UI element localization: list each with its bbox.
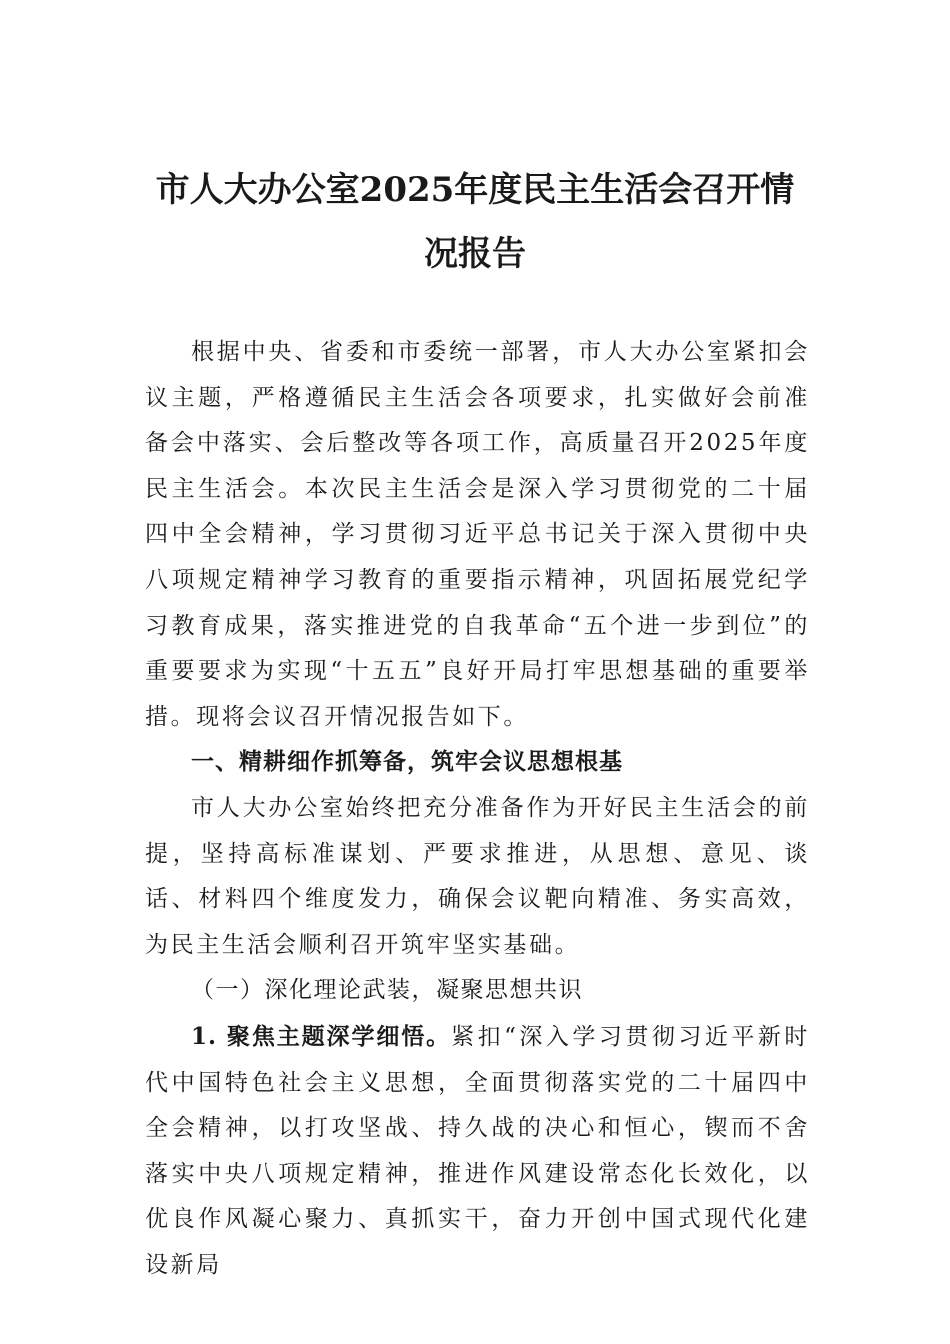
document-body: [145, 330, 810, 1288]
item-1-text: 紧扣“深入学习贯彻习近平新时代中国特色社会主义思想，全面贯彻落实党的二十届四中全会精神，以打攻坚战、持久战的决心和恒心，锲而不舍落实中央八项规定精神，推进作风建设常态化长效化，以优良作风凝心聚力、真抓实干，奋力开创中国式现代化建设新局: [145, 1023, 810, 1278]
document-title: [140, 158, 810, 286]
item-1-lead: 1. 聚焦主题深学细悟。: [191, 1022, 452, 1050]
title-line-2: 况报告: [424, 234, 526, 274]
section-heading-1: 一、精耕细作抓筹备，筑牢会议思想根基: [191, 749, 623, 776]
section-1-paragraph: 市人大办公室始终把充分准备作为开好民主生活会的前提，坚持高标准谋划、严要求推进，从思想、意见、谈话、材料四个维度发力，确保会议靶向精准、务实高效，为民主生活会顺利召开筑牢坚实基础。: [145, 794, 810, 958]
subsection-heading-1: （一）深化理论武装，凝聚思想共识: [191, 977, 583, 1004]
intro-paragraph: 根据中央、省委和市委统一部署，市人大办公室紧扣会议主题，严格遵循民主生活会各项要求，扎实做好会前准备会中落实、会后整改等各项工作，高质量召开2025年度民主生活会。本次民主生活会是深入学习贯彻党的二十届四中全会精神，学习贯彻习近平总书记关于深入贯彻中央八项规定精神学习教育的重要指示精神，巩固拓展党纪学习教育成果，落实推进党的自我革命“五个进一步到位”的重要要求为实现“十五五”良好开局打牢思想基础的重要举措。现将会议召开情况报告如下。: [145, 339, 810, 730]
item-1-paragraph: [145, 1014, 810, 1289]
title-line-1: 市人大办公室2025年度民主生活会召开情: [155, 170, 795, 210]
